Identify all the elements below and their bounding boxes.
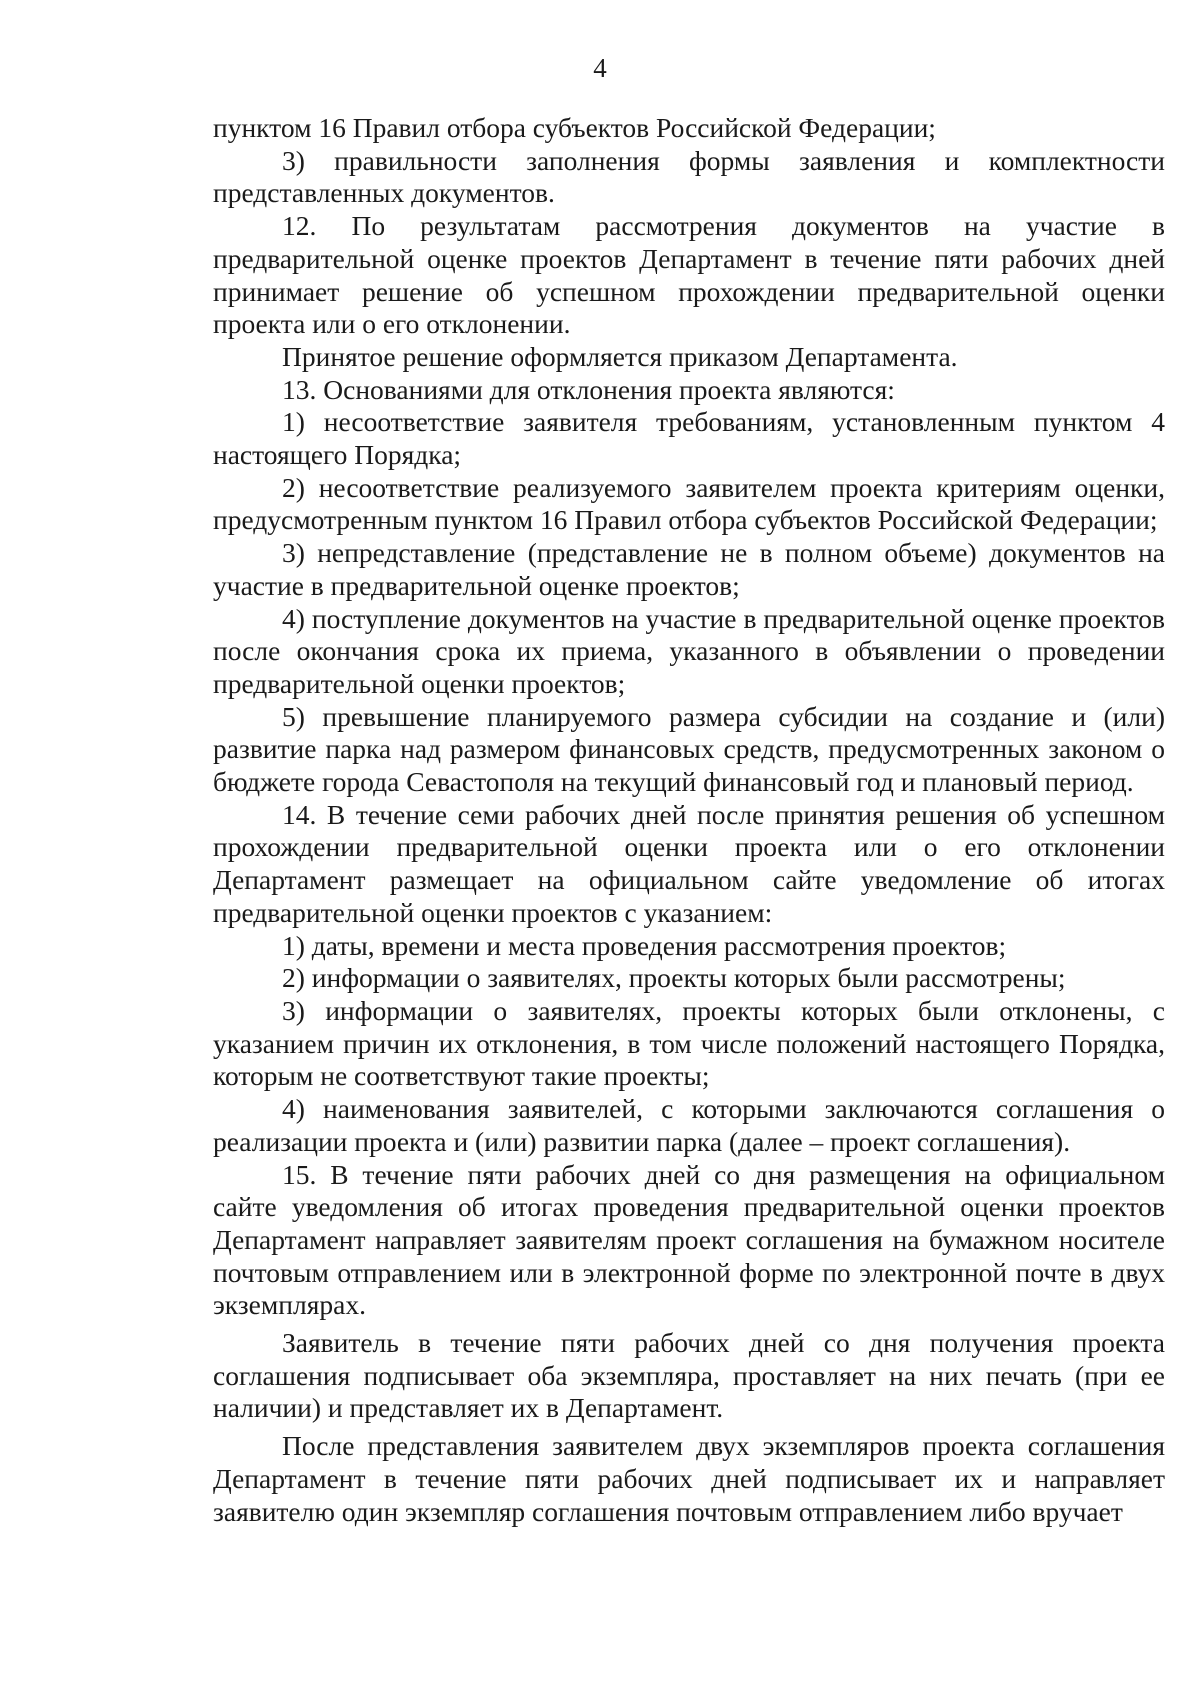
paragraph-continuation: пунктом 16 Правил отбора субъектов Российской Федерации; (213, 112, 936, 143)
list-item: 3) непредставление (представление не в полном объеме) документов на участие в предварительной оценке проектов; (213, 537, 1165, 601)
list-item: 1) даты, времени и места проведения рассмотрения проектов; (282, 929, 1007, 961)
document-body (213, 112, 1165, 1528)
list-item: 3) правильности заполнения формы заявления и комплектности представленных документов. (213, 144, 1165, 209)
list-item: 2) несоответствие реализуемого заявителем проекта критериям оценки, предусмотренным пунктом 16 Правил отбора субъектов Российской Федерации; (213, 471, 1165, 536)
paragraph: Принятое решение оформляется приказом Департамента. (282, 340, 958, 372)
list-item: 2) информации о заявителях, проекты которых были рассмотрены; (282, 962, 1066, 994)
clause-15: 15. В течение пяти рабочих дней со дня размещения на официальном сайте уведомления об итогах проведения предварительной оценки проектов Департамент направляет заявителям проект соглашения на бумажном носителе почтовым отправлением или в электронной форме по электронной почте в двух экземплярах. (213, 1158, 1165, 1321)
clause-14: 14. В течение семи рабочих дней после принятия решения об успешном прохождении предварительной оценки проекта или о его отклонении Департамент размещает на официальном сайте уведомление об итогах предварительной оценки проектов с указанием: (213, 798, 1165, 928)
paragraph: После представления заявителем двух экземпляров проекта соглашения Департамент в течение пяти рабочих дней подписывает их и направляет заявителю один экземпляр соглашения почтовым отправлением либо вручает (213, 1430, 1165, 1527)
list-item: 1) несоответствие заявителя требованиям, установленным пунктом 4 настоящего Порядка; (213, 406, 1165, 471)
list-item: 5) превышение планируемого размера субсидии на создание и (или) развитие парка над размером финансовых средств, предусмотренных законом о бюджете города Севастополя на текущий финансовый год и плановый период. (213, 700, 1165, 798)
clause-12: 12. По результатам рассмотрения документов на участие в предварительной оценке проектов Департамент в течение пяти рабочих дней принимает решение об успешном прохождении предварительной оценки проекта или о его отклонении. (213, 210, 1165, 340)
clause-13: 13. Основаниями для отклонения проекта являются: (282, 373, 895, 405)
list-item: 3) информации о заявителях, проекты которых были отклонены, с указанием причин их отклонения, в том числе положений настоящего Порядка, которым не соответствуют такие проекты; (213, 994, 1165, 1092)
page-number: 4 (593, 53, 607, 83)
list-item: 4) наименования заявителей, с которыми заключаются соглашения о реализации проекта и (или) развитии парка (далее – проект соглашения). (213, 1093, 1165, 1157)
list-item: 4) поступление документов на участие в предварительной оценке проектов после окончания срока их приема, указанного в объявлении о проведении предварительной оценки проектов; (213, 602, 1165, 699)
paragraph: Заявитель в течение пяти рабочих дней со дня получения проекта соглашения подписывает оба экземпляра, проставляет на них печать (при ее наличии) и представляет их в Департамент. (213, 1327, 1165, 1424)
